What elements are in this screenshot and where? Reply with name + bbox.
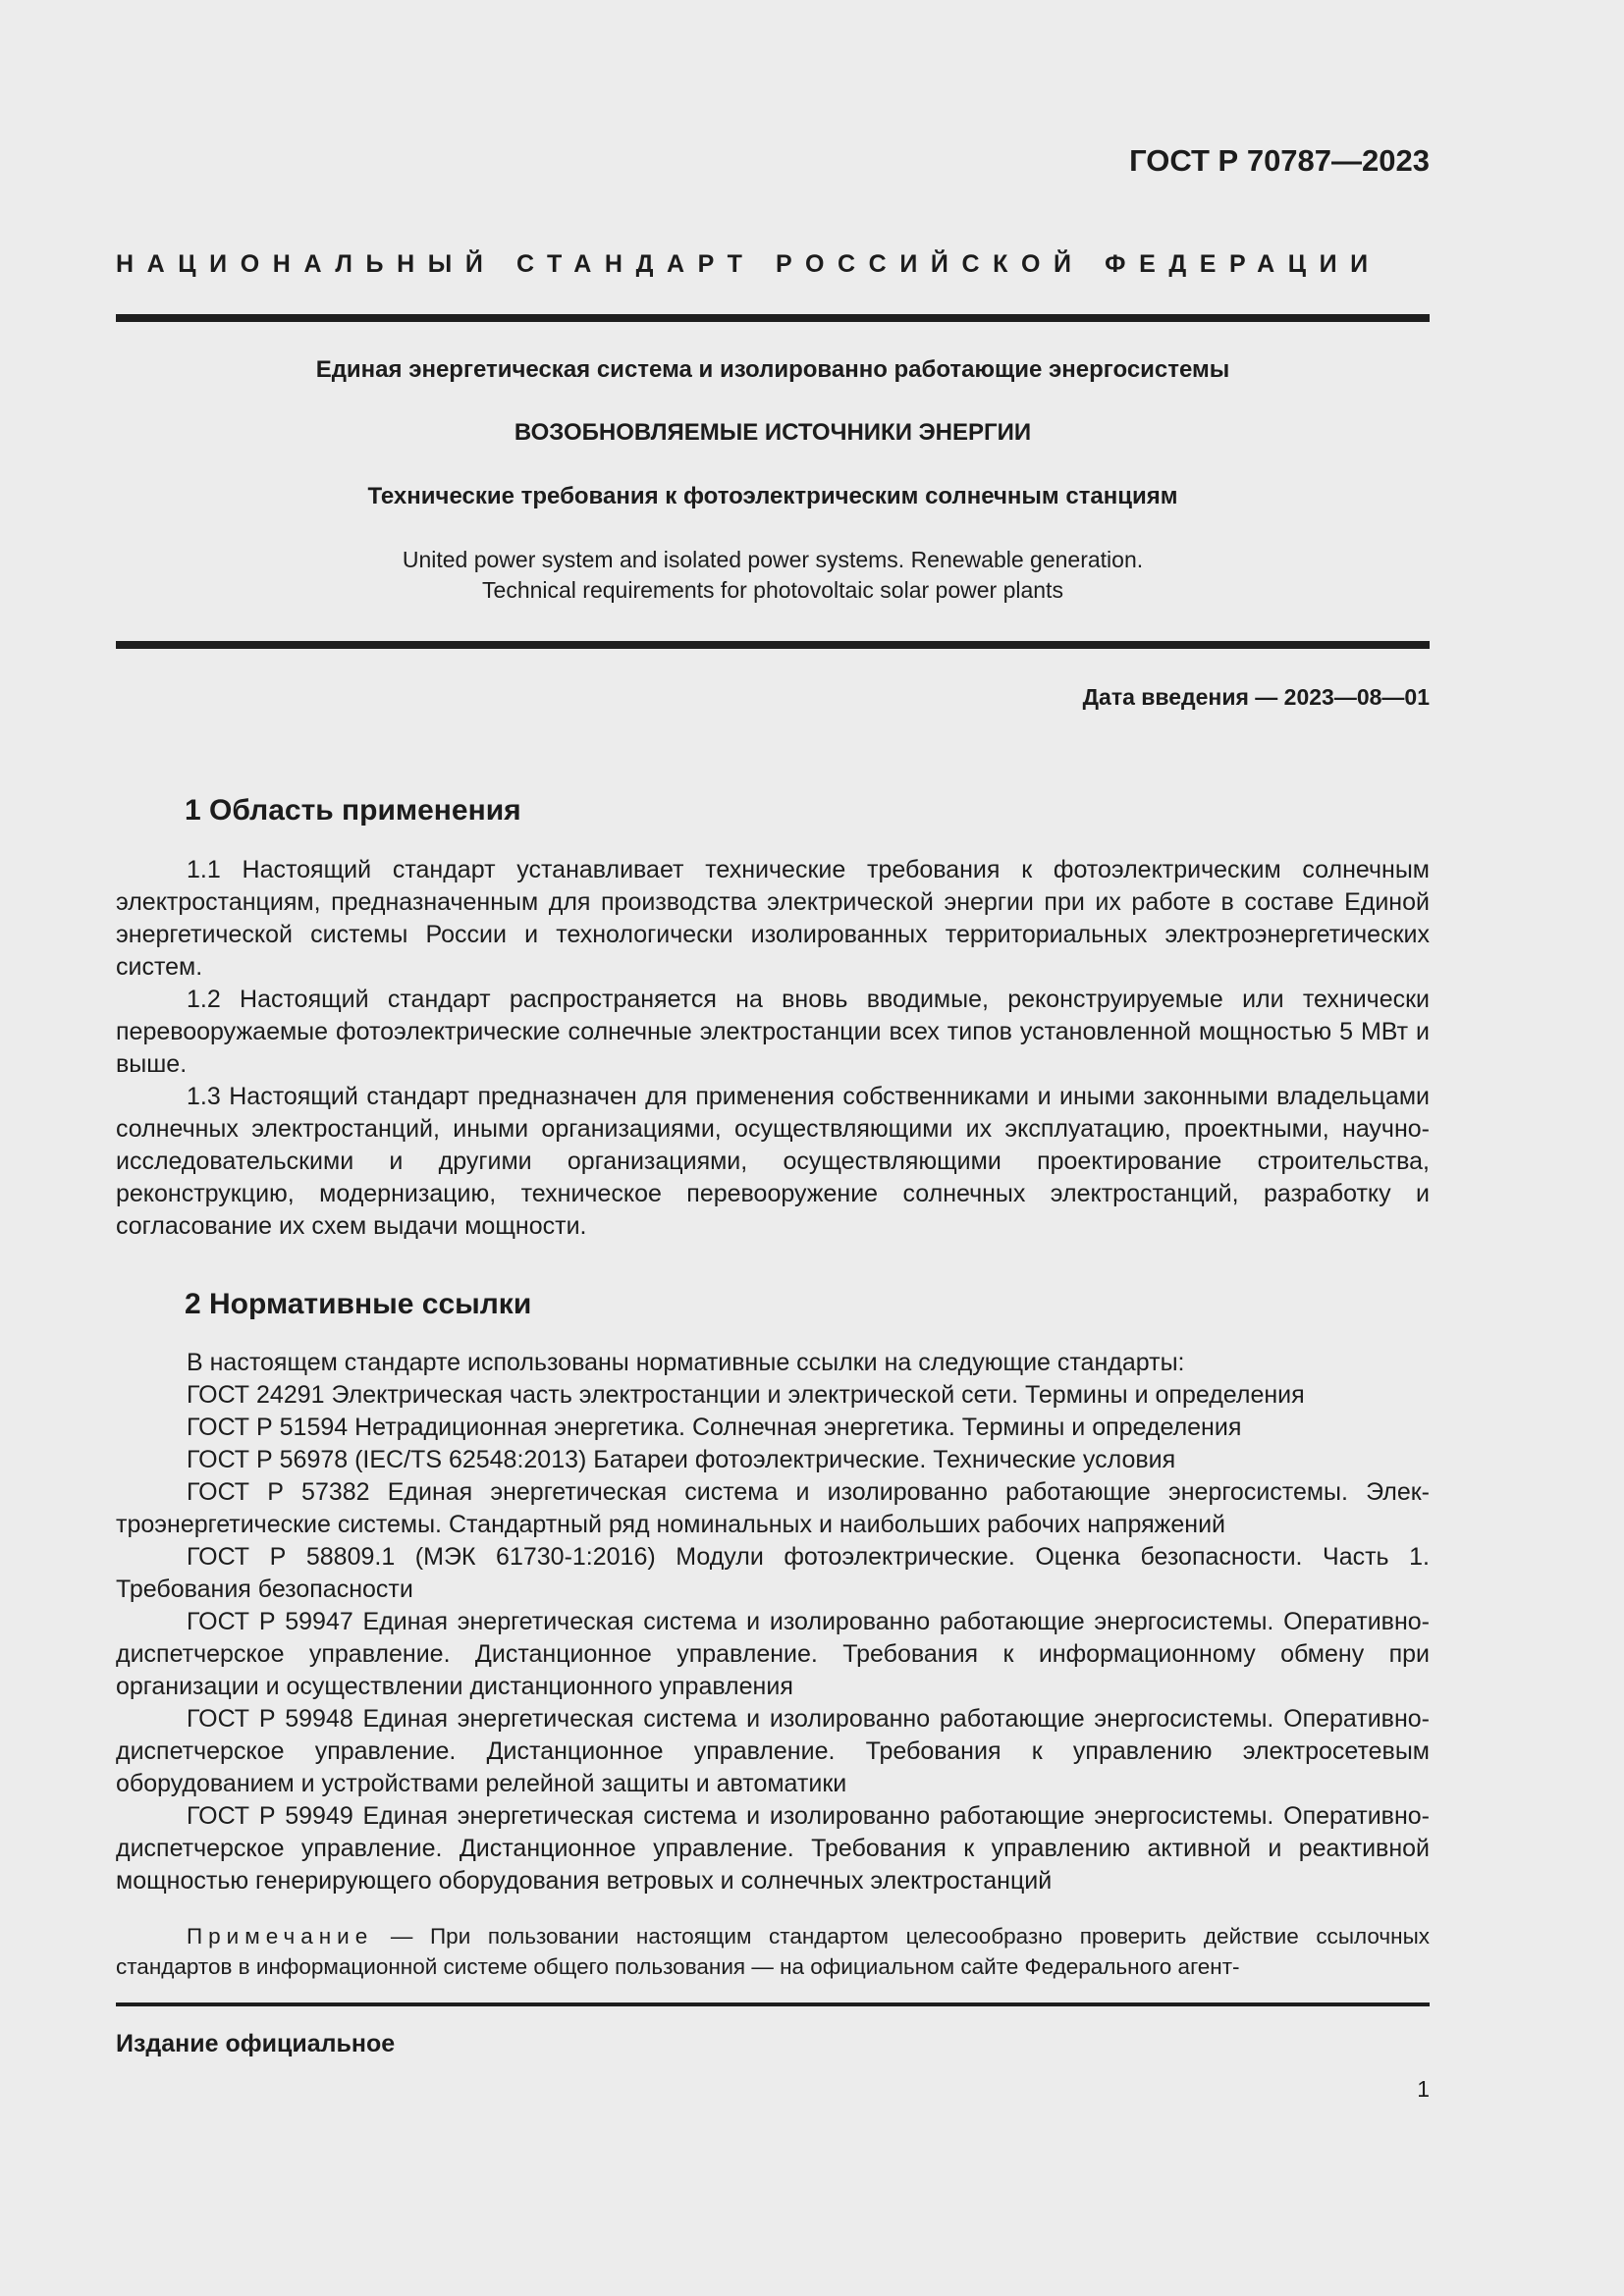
standard-number: ГОСТ Р 70787—2023 xyxy=(1129,143,1430,178)
page-number: 1 xyxy=(1417,2076,1430,2102)
title-english-line-1: United power system and isolated power systems. Renewable generation. xyxy=(402,547,1144,572)
paragraph: 1.3 Настоящий стандарт предназначен для применения собственниками и иными законными владельцами солнечных электростанций, иными организациями, осуществляющими их эксплуатацию, проектными, научно-исследовательскими и другими организациями, осуществляющими проектирование строительства, реконструкцию, модернизацию, техническое перевооружение солнечных электростанций, разработку и согласование их схем выдачи мощности. xyxy=(116,1083,1430,1240)
paragraph: 1.2 Настоящий стандарт распространяется на вновь вводимые, реконструируемые или технически перевооружаемые фотоэлектрические солнечные электростанции всех типов установленной мощностью 5 МВт и выше. xyxy=(116,986,1430,1078)
top-divider xyxy=(116,314,1430,322)
title-divider xyxy=(116,641,1430,649)
section-1-heading: 1 Область применения xyxy=(185,794,521,827)
title-main: ВОЗОБНОВЛЯЕМЫЕ ИСТОЧНИКИ ЭНЕРГИИ xyxy=(514,419,1032,446)
title-english-line-2: Technical requirements for photovoltaic solar power plants xyxy=(482,577,1063,603)
title-system: Единая энергетическая система и изолированно работающие энергосистемы xyxy=(315,356,1230,383)
introduction-date: Дата введения — 2023—08—01 xyxy=(1082,684,1430,710)
section-1-body xyxy=(116,854,1430,1243)
reference-item: ГОСТ Р 56978 (IEC/TS 62548:2013) Батареи фотоэлектрические. Технические условия xyxy=(187,1446,1176,1473)
reference-item: ГОСТ Р 59947 Единая энергетическая система и изолированно работающие энергосистемы. Оперативно-диспетчерское управление. Дистанционное управление. Требования к информационному обмену при организации и осуществлении дистанционного управления xyxy=(116,1608,1430,1700)
note-label: Примечание xyxy=(187,1924,374,1949)
title-english xyxy=(116,545,1430,606)
paragraph: В настоящем стандарте использованы нормативные ссылки на следующие стандарты: xyxy=(187,1349,1185,1376)
paragraph: 1.1 Настоящий стандарт устанавливает технические требования к фотоэлектрическим солнечным электростанциям, предназначенным для производства электрической энергии при их работе в составе Единой энергетической системы России и технологически изолированных территориальных электроэнергетических систем. xyxy=(116,856,1430,981)
section-2-heading: 2 Нормативные ссылки xyxy=(185,1288,532,1320)
edition-label: Издание официальное xyxy=(116,2030,396,2057)
note xyxy=(116,1921,1430,1982)
document-page xyxy=(116,0,1430,2296)
reference-item: ГОСТ Р 57382 Единая энергетическая система и изолированно работающие энергосистемы. Электроэнергетические системы. Стандартный ряд номинальных и наибольших рабочих напряжений xyxy=(116,1478,1430,1538)
footer-divider xyxy=(116,2002,1430,2006)
note-text: — При пользовании настоящим стандартом целесообразно проверить действие ссылочных стандартов в информационной системе общего пользования — на официальном сайте Федерального агент- xyxy=(116,1924,1430,1979)
national-standard-caption: НАЦИОНАЛЬНЫЙ СТАНДАРТ РОССИЙСКОЙ ФЕДЕРАЦИИ xyxy=(116,250,1381,278)
title-subtitle: Технические требования к фотоэлектрическим солнечным станциям xyxy=(367,483,1178,509)
section-2-body xyxy=(116,1347,1430,1897)
reference-item: ГОСТ Р 51594 Нетрадиционная энергетика. Солнечная энергетика. Термины и определения xyxy=(187,1414,1242,1441)
reference-item: ГОСТ Р 58809.1 (МЭК 61730-1:2016) Модули фотоэлектрические. Оценка безопасности. Часть 1. Требования безопасности xyxy=(116,1543,1430,1603)
reference-item: ГОСТ Р 59948 Единая энергетическая система и изолированно работающие энергосистемы. Оперативно-диспетчерское управление. Дистанционное управление. Требования к управлению электросетевым оборудованием и устройствами релейной защиты и автоматики xyxy=(116,1705,1430,1797)
reference-item: ГОСТ 24291 Электрическая часть электростанции и электрической сети. Термины и определения xyxy=(187,1381,1305,1409)
reference-item: ГОСТ Р 59949 Единая энергетическая система и изолированно работающие энергосистемы. Оперативно-диспетчерское управление. Дистанционное управление. Требования к управлению активной и реактивной мощностью генерирующего оборудования ветровых и солнечных электростанций xyxy=(116,1802,1430,1895)
